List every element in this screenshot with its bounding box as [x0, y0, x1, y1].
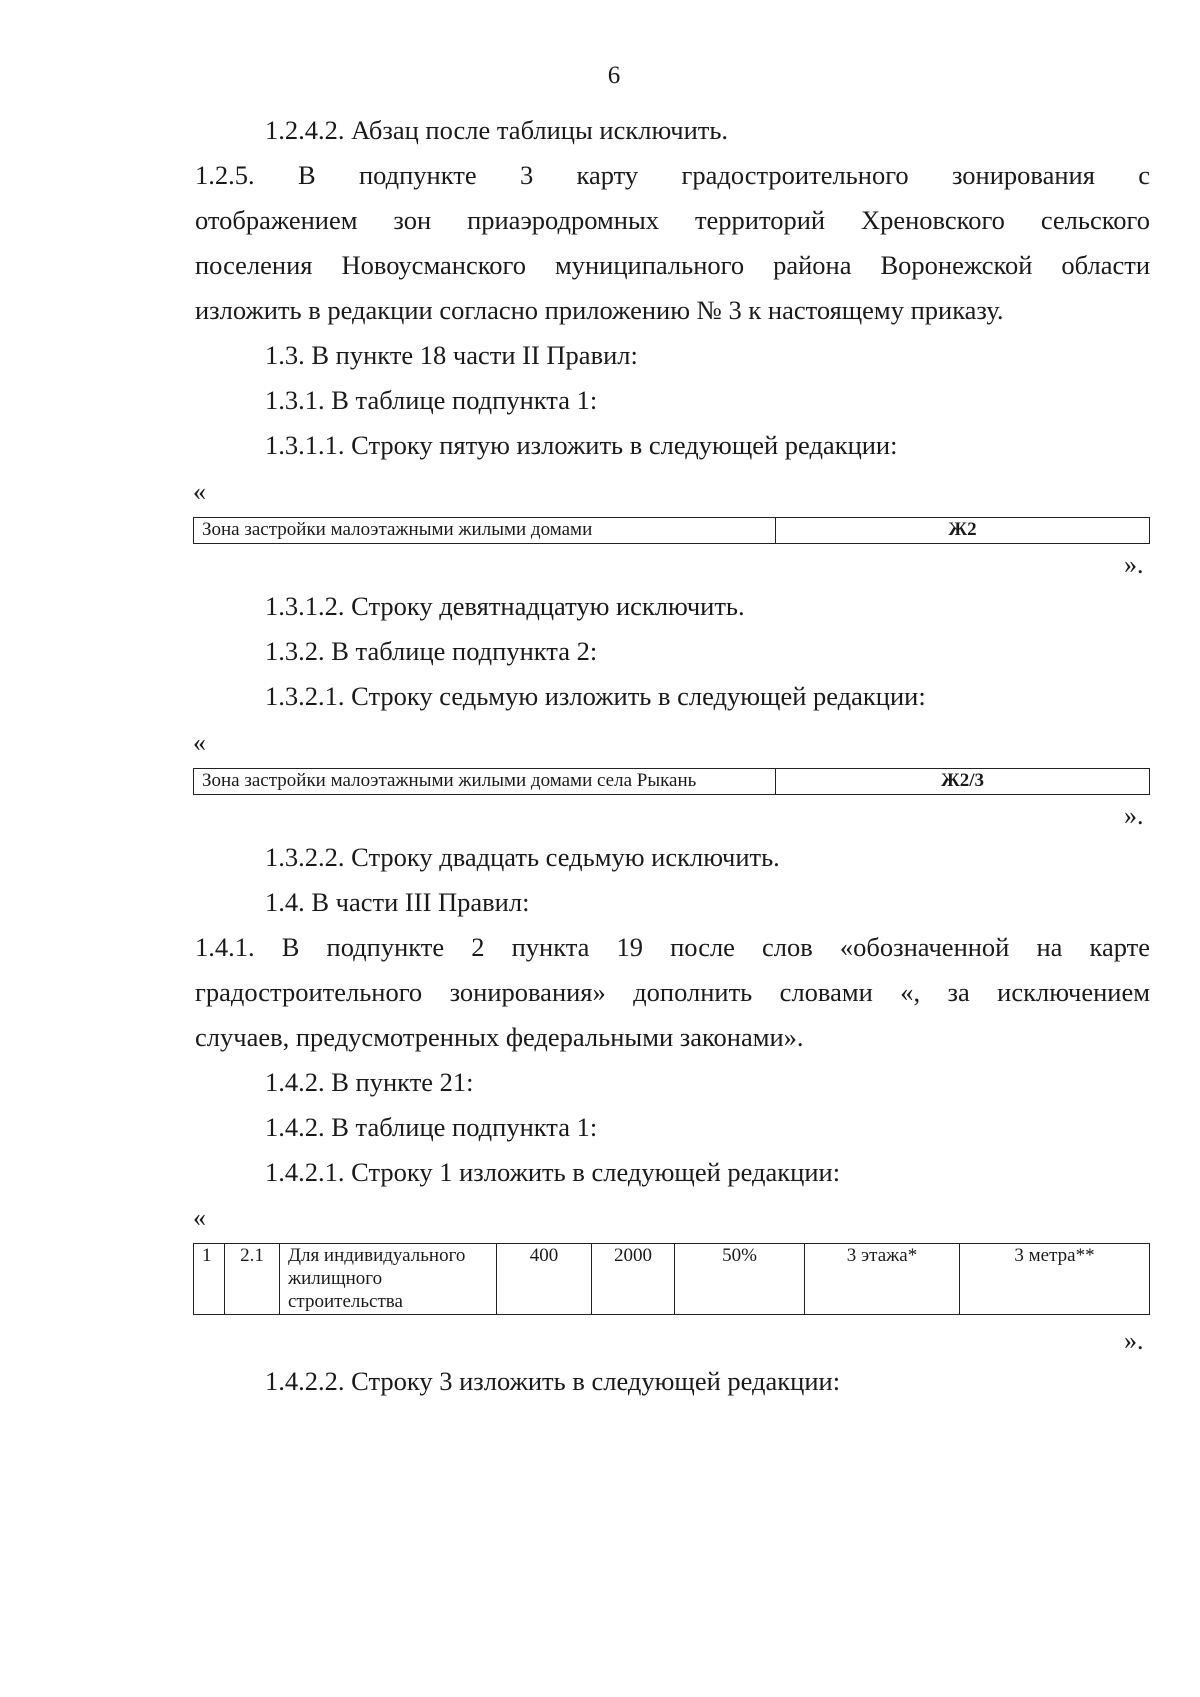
- zone-name-cell: Зона застройки малоэтажными жилыми домами села Рыкань: [194, 769, 776, 795]
- paragraph-1-2-4-2: 1.2.4.2. Абзац после таблицы исключить.: [265, 115, 729, 145]
- zone-code-cell: Ж2/3: [776, 769, 1150, 795]
- paragraph-1-4-1-line-3: случаев, предусмотренных федеральными законами».: [195, 1022, 804, 1052]
- paragraph-1-2-5-line-3: поселения Новоусманского муниципального района Воронежской области: [195, 250, 1150, 280]
- amendment-table-3: [193, 1243, 1150, 1315]
- max-area-cell: 2000: [592, 1244, 675, 1315]
- paragraph-1-4-2-2: 1.4.2.2. Строку 3 изложить в следующей редакции:: [265, 1366, 841, 1396]
- paragraph-1-4-1-line-1: 1.4.1. В подпункте 2 пункта 19 после слов «обозначенной на карте: [195, 932, 1150, 962]
- paragraph-1-3-1: 1.3.1. В таблице подпункта 1:: [265, 385, 598, 415]
- table-row: [194, 1244, 1150, 1315]
- paragraph-1-3-2-2: 1.3.2.2. Строку двадцать седьмую исключить.: [265, 842, 780, 872]
- quote-close-3: ».: [1124, 1326, 1144, 1355]
- paragraph-1-4-2-b: 1.4.2. В таблице подпункта 1:: [265, 1112, 598, 1142]
- paragraph-1-3-2-1: 1.3.2.1. Строку седьмую изложить в следующей редакции:: [265, 681, 926, 711]
- amendment-table-2: [193, 768, 1150, 795]
- quote-close-2: ».: [1124, 801, 1144, 830]
- paragraph-1-2-5-line-4: изложить в редакции согласно приложению № 3 к настоящему приказу.: [195, 295, 1004, 325]
- paragraph-1-4: 1.4. В части III Правил:: [265, 887, 530, 917]
- floors-cell: 3 этажа*: [805, 1244, 960, 1315]
- quote-close-1: ».: [1124, 550, 1144, 579]
- zone-name-cell: Зона застройки малоэтажными жилыми домами: [194, 518, 776, 544]
- table-row: [194, 769, 1150, 795]
- paragraph-1-3-1-2: 1.3.1.2. Строку девятнадцатую исключить.: [265, 591, 745, 621]
- zone-code-cell: Ж2: [776, 518, 1150, 544]
- paragraph-1-3-1-1: 1.3.1.1. Строку пятую изложить в следующей редакции:: [265, 430, 898, 460]
- coverage-cell: 50%: [675, 1244, 805, 1315]
- paragraph-1-2-5-line-2: отображением зон приаэродромных территорий Хреновского сельского: [195, 205, 1150, 235]
- amendment-table-1: [193, 517, 1150, 544]
- paragraph-1-4-1-line-2: градостроительного зонирования» дополнить словами «, за исключением: [195, 977, 1150, 1007]
- row-number-cell: 1: [194, 1244, 225, 1315]
- code-cell: 2.1: [225, 1244, 280, 1315]
- paragraph-1-3-2: 1.3.2. В таблице подпункта 2:: [265, 636, 598, 666]
- min-area-cell: 400: [497, 1244, 592, 1315]
- quote-open-3: «: [193, 1203, 206, 1232]
- page-number: 6: [607, 62, 621, 89]
- paragraph-1-4-2-1: 1.4.2.1. Строку 1 изложить в следующей редакции:: [265, 1157, 841, 1187]
- setback-cell: 3 метра**: [960, 1244, 1150, 1315]
- paragraph-1-2-5-line-1: 1.2.5. В подпункте 3 карту градостроительного зонирования с: [195, 160, 1150, 190]
- quote-open-2: «: [193, 728, 206, 757]
- paragraph-1-4-2-a: 1.4.2. В пункте 21:: [265, 1067, 474, 1097]
- table-row: [194, 518, 1150, 544]
- paragraph-1-3: 1.3. В пункте 18 части II Правил:: [265, 340, 638, 370]
- land-use-cell: Для индивидуального жилищного строительства: [280, 1244, 497, 1315]
- quote-open-1: «: [193, 477, 206, 506]
